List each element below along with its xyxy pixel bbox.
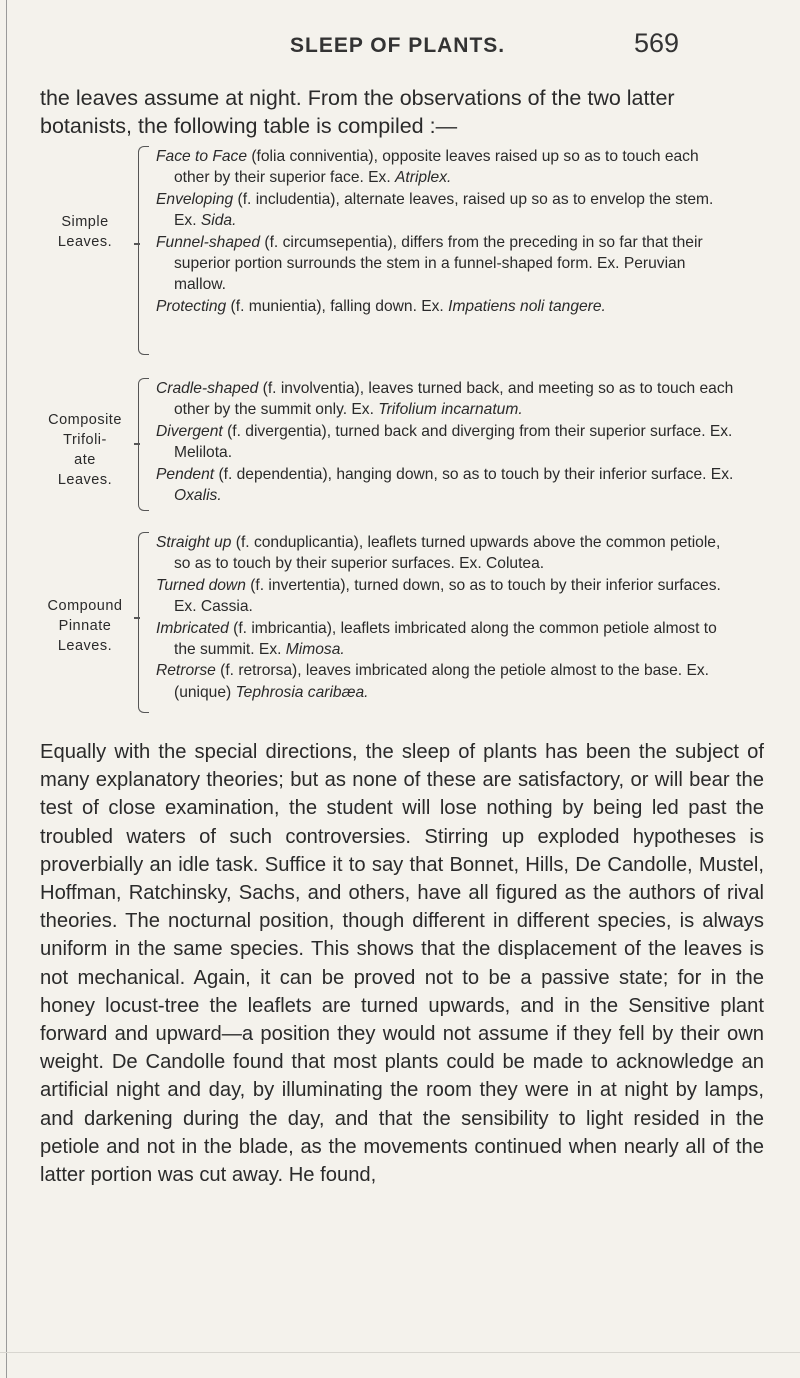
entry-term: Straight up bbox=[156, 534, 232, 551]
table-entry bbox=[156, 296, 736, 317]
entry-text: (f. dependentia), hanging down, so as to touch by their inferior surface. Ex. bbox=[214, 465, 734, 483]
table-entry bbox=[156, 189, 736, 232]
group-label-line: ate bbox=[74, 452, 96, 468]
entry-term: Cradle-shaped bbox=[156, 380, 259, 397]
group-label bbox=[34, 596, 136, 656]
table-entry bbox=[156, 618, 736, 661]
entry-text: (f. conduplicantia), leaflets turned upwards above the common petiole, so as to touch by their superior surfaces. Ex. Colutea. bbox=[174, 534, 721, 573]
entry-example: Tephrosia caribæa. bbox=[235, 683, 369, 701]
entry-example: Impatiens noli tangere. bbox=[448, 297, 606, 315]
brace-upper bbox=[138, 378, 149, 443]
body-paragraph: Equally with the special directions, the sleep of plants has been the subject of many explanatory theories; but as none of these are satisfactory, or will bear the test of close examination, the student will lose nothing by being led past the troubled waters of such controversies. Stirring up exploded hypotheses is proverbially an idle task. Suffice it to say that Bonnet, Hills, De Candolle, Mustel, Hoffman, Ratchinsky, Sachs, and others, have all figured as the authors of rival theories. The nocturnal position, though different in different species, is always uniform in the same species. This shows that the displacement of the leaves is not mechanical. Again, it can be proved not to be a passive state; for in the honey locust-tree the leaflets are turned upwards, and in the Sensitive plant forward and upward—a position they would not assume if they fell by their own weight. De Candolle found that most plants could be made to acknowledge an artificial night and day, by illuminating the room they were in at night by lamps, and darkening during the day, and that the sensibility to light resided in the petiole and not in the blade, as the movements continued when nearly all of the latter portion was cut away. He found, bbox=[40, 741, 764, 1187]
table-entry bbox=[156, 660, 736, 703]
entry-term: Imbricated bbox=[156, 619, 229, 637]
page-edge-rule bbox=[6, 0, 7, 1378]
entry-text: (f. involventia), leaves turned back, and meeting so as to touch each other by the summit only. Ex. bbox=[174, 380, 734, 419]
entry-term: Divergent bbox=[156, 422, 223, 440]
running-head: SLEEP OF PLANTS. bbox=[290, 34, 506, 57]
group-label bbox=[34, 410, 136, 490]
entry-term: Turned down bbox=[156, 576, 246, 594]
entry-term: Funnel-shaped bbox=[156, 233, 261, 251]
table-entry bbox=[156, 232, 736, 296]
entry-term: Retrorse bbox=[156, 662, 216, 680]
entry-term: Protecting bbox=[156, 297, 227, 315]
entry-example: Trifolium incarnatum. bbox=[378, 401, 523, 419]
entry-term: Face to Face bbox=[156, 148, 248, 165]
brace-upper bbox=[138, 146, 149, 243]
brace-lower bbox=[138, 444, 149, 511]
entry-text: (f. circumsepentia), differs from the preceding in so far that their superior portion surrounds the stem in a funnel-shaped form. Ex. Peruvian mallow. bbox=[174, 233, 703, 294]
table-entry bbox=[156, 464, 736, 507]
intro-text: the leaves assume at night. From the observations of the two latter botanists, the following table is compiled :— bbox=[40, 86, 675, 138]
group-label bbox=[34, 212, 136, 252]
entry-text: (folia conniventia), opposite leaves raised up so as to touch each other by their superior face. Ex. bbox=[174, 148, 699, 187]
brace-lower bbox=[138, 618, 149, 713]
entry-text: (f. imbricantia), leaflets imbricated along the common petiole almost to the summit. Ex. bbox=[174, 619, 717, 659]
group-label-line: Pinnate bbox=[58, 618, 112, 634]
entry-text: (f. retrorsa), leaves imbricated along the petiole almost to the base. Ex. (unique) bbox=[174, 662, 709, 701]
table-group-composite-trifoliate-leaves bbox=[34, 378, 764, 518]
group-label-line: Leaves. bbox=[57, 638, 113, 654]
group-entries bbox=[156, 378, 736, 506]
entry-example: Mimosa. bbox=[285, 641, 345, 659]
table-group-compound-pinnate-leaves bbox=[34, 532, 764, 722]
group-label-line: Trifoli- bbox=[63, 432, 107, 448]
table-entry bbox=[156, 575, 736, 618]
entry-text: (f. invertentia), turned down, so as to touch by their inferior surfaces. Ex. Cassia. bbox=[174, 576, 721, 616]
group-label-line: Simple bbox=[61, 214, 109, 230]
entry-term: Pendent bbox=[156, 465, 215, 483]
entry-text: (f. includentia), alternate leaves, raised up so as to envelop the stem. Ex. bbox=[174, 190, 714, 230]
group-label-line: Leaves. bbox=[57, 234, 113, 250]
entry-example: Sida. bbox=[200, 212, 237, 230]
entry-example: Oxalis. bbox=[174, 487, 222, 505]
entry-example: Atriplex. bbox=[395, 169, 452, 187]
entry-text: (f. divergentia), turned back and diverging from their superior surface. Ex. Melilota. bbox=[174, 422, 733, 462]
brace-upper bbox=[138, 532, 149, 617]
page-number: 569 bbox=[634, 28, 680, 58]
group-entries bbox=[156, 146, 736, 317]
table-entry bbox=[156, 421, 736, 464]
group-label-line: Composite bbox=[48, 412, 122, 428]
entry-text: (f. munientia), falling down. Ex. bbox=[226, 297, 449, 315]
entry-term: Enveloping bbox=[156, 190, 234, 208]
table-group-simple-leaves bbox=[34, 146, 764, 364]
group-entries bbox=[156, 532, 736, 703]
table-entry bbox=[156, 532, 736, 575]
brace-lower bbox=[138, 244, 149, 355]
page-bottom-rule bbox=[0, 1352, 800, 1353]
table-entry bbox=[156, 146, 736, 189]
table-entry bbox=[156, 378, 736, 421]
group-label-line: Compound bbox=[47, 598, 123, 614]
group-label-line: Leaves. bbox=[57, 472, 113, 488]
